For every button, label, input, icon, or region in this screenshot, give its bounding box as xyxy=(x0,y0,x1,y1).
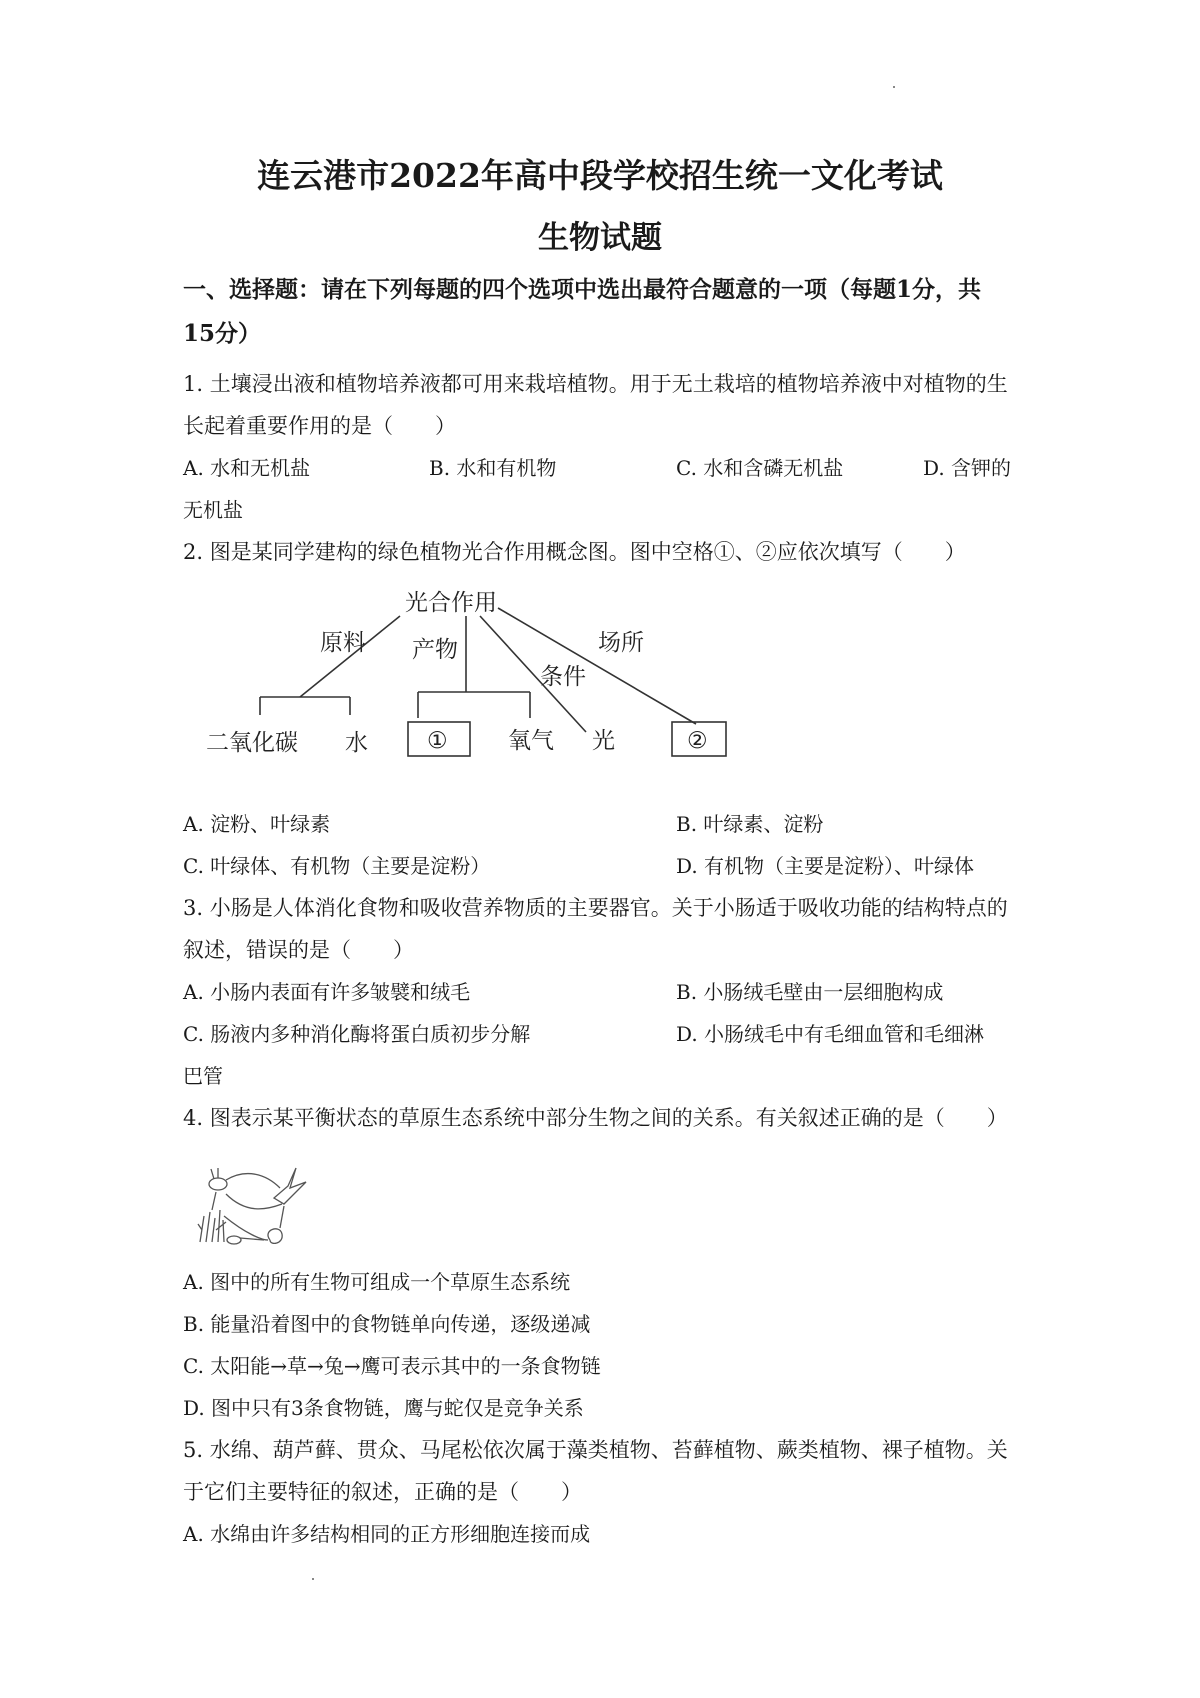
q2-option-c: C. 叶绿体、有机物（主要是淀粉） xyxy=(183,854,491,878)
diagram-box1-label: ① xyxy=(427,728,448,754)
exam-title: 连云港市2022年高中段学校招生统一文化考试 xyxy=(257,156,943,195)
section-heading-line1: 一、选择题：请在下列每题的四个选项中选出最符合题意的一项（每题1分，共 xyxy=(183,276,982,303)
q4-option-b: B. 能量沿着图中的食物链单向传递，逐级递减 xyxy=(183,1312,591,1336)
q5-stem-line2: 于它们主要特征的叙述，正确的是（ ） xyxy=(183,1480,582,1504)
diagram-leaf-light: 光 xyxy=(592,728,615,754)
q2-stem: 2. 图是某同学建构的绿色植物光合作用概念图。图中空格①、②应依次填写（ ） xyxy=(183,540,966,564)
section-heading xyxy=(183,268,1023,356)
q3-option-b: B. 小肠绒毛壁由一层细胞构成 xyxy=(676,980,944,1004)
q1-stem-line2: 长起着重要作用的是（ ） xyxy=(183,414,456,438)
diagram-leaf-water: 水 xyxy=(345,730,368,756)
diagram-leaf-oxygen: 氧气 xyxy=(508,728,554,754)
rabbit-icon xyxy=(209,1178,227,1190)
scan-speck xyxy=(312,1578,314,1580)
q4-stem: 4. 图表示某平衡状态的草原生态系统中部分生物之间的关系。有关叙述正确的是（ ） xyxy=(183,1106,1008,1130)
q2-option-a: A. 淀粉、叶绿素 xyxy=(183,812,331,836)
q3-option-a: A. 小肠内表面有许多皱襞和绒毛 xyxy=(183,980,471,1004)
q1-stem-line1: 1. 土壤浸出液和植物培养液都可用来栽培植物。用于无土栽培的植物培养液中对植物的生 xyxy=(183,372,1008,396)
q5-stem-line1: 5. 水绵、葫芦藓、贯众、马尾松依次属于藻类植物、苔藓植物、蕨类植物、裸子植物。关 xyxy=(183,1438,1008,1462)
grass-icon xyxy=(198,1210,226,1242)
q3-option-d-continued: 巴管 xyxy=(183,1064,223,1088)
q2-option-d: D. 有机物（主要是淀粉）、叶绿体 xyxy=(676,854,975,878)
scan-speck xyxy=(893,86,895,88)
q1-option-c: C. 水和含磷无机盐 xyxy=(676,456,844,480)
q1-option-d: D. 含钾的 xyxy=(923,456,1012,480)
q3-option-c: C. 肠液内多种消化酶将蛋白质初步分解 xyxy=(183,1022,531,1046)
q5-option-a: A. 水绵由许多结构相同的正方形细胞连接而成 xyxy=(183,1522,591,1546)
q4-option-a: A. 图中的所有生物可组成一个草原生态系统 xyxy=(183,1270,571,1294)
q3-option-d: D. 小肠绒毛中有毛细血管和毛细淋 xyxy=(676,1022,985,1046)
q4-option-d: D. 图中只有3条食物链，鹰与蛇仅是竞争关系 xyxy=(183,1396,584,1420)
q1-option-a: A. 水和无机盐 xyxy=(183,456,311,480)
section-heading-line2: 15分） xyxy=(183,320,262,347)
diagram-branch-place: 场所 xyxy=(598,630,644,656)
q3-stem-line2: 叙述，错误的是（ ） xyxy=(183,938,414,962)
diagram-box2-label: ② xyxy=(687,728,708,754)
diagram-root-label: 光合作用 xyxy=(405,590,497,616)
exam-subtitle: 生物试题 xyxy=(538,220,662,256)
q1-option-d-continued: 无机盐 xyxy=(183,498,243,522)
grassland-food-web-image xyxy=(196,1160,318,1250)
snake-icon xyxy=(268,1229,282,1244)
q2-option-b: B. 叶绿素、淀粉 xyxy=(676,812,824,836)
diagram-branch-product: 产物 xyxy=(412,637,458,663)
q3-stem-line1: 3. 小肠是人体消化食物和吸收营养物质的主要器官。关于小肠适于吸收功能的结构特点的 xyxy=(183,896,1008,920)
mouse-icon xyxy=(227,1236,241,1244)
diagram-leaf-co2: 二氧化碳 xyxy=(206,730,298,756)
q1-option-b: B. 水和有机物 xyxy=(429,456,557,480)
diagram-branch-condition: 条件 xyxy=(540,664,586,690)
q4-option-c: C. 太阳能→草→兔→鹰可表示其中的一条食物链 xyxy=(183,1354,601,1378)
diagram-branch-raw: 原料 xyxy=(320,630,366,656)
photosynthesis-concept-map xyxy=(200,580,760,760)
